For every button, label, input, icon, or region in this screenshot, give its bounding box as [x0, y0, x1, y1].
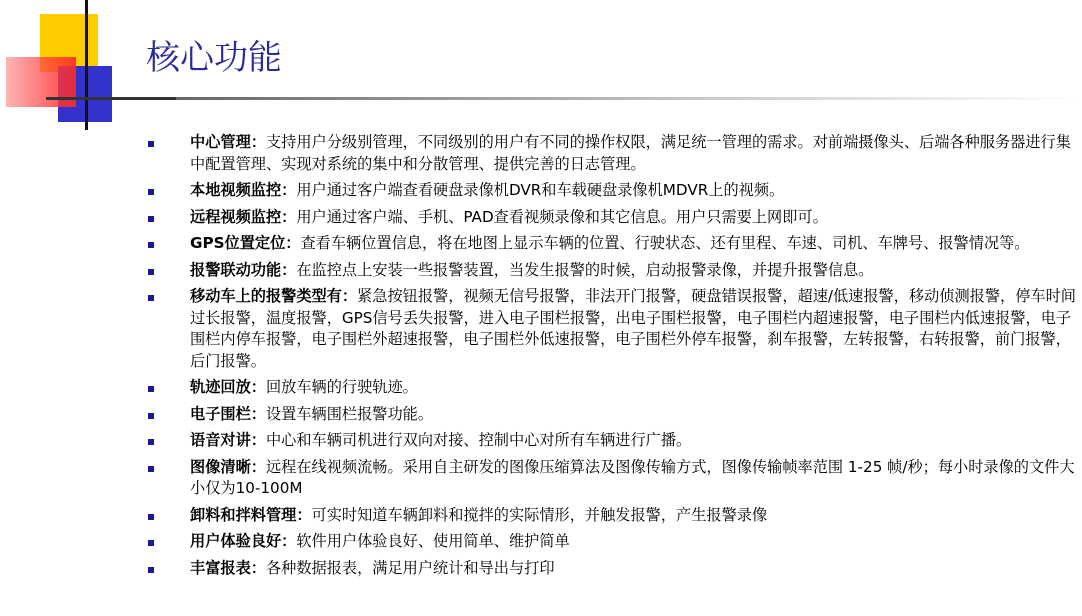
- page-title: 核心功能: [146, 38, 282, 78]
- feature-item: [148, 505, 1078, 527]
- feature-item: [148, 286, 1078, 372]
- bullet-icon: [148, 141, 154, 147]
- title-underline: [176, 97, 1082, 100]
- feature-description: 设置车辆围栏报警功能。: [265, 404, 433, 423]
- decor-vertical-line: [85, 0, 88, 130]
- feature-term: 移动车上的报警类型有：: [190, 287, 358, 305]
- feature-term: 图像清晰：: [190, 457, 266, 476]
- feature-item: [148, 404, 1078, 426]
- bullet-icon: [148, 269, 154, 275]
- feature-description: 软件用户体验良好、使用简单、维护简单: [296, 532, 570, 550]
- feature-description: 支持用户分级别管理，不同级别的用户有不同的操作权限，满足统一管理的需求。对前端摄像头、后端各种服务器进行集中配置管理、实现对系统的集中和分散管理、提供完善的日志管理。: [190, 133, 1071, 173]
- feature-item: [148, 558, 1078, 580]
- bullet-icon: [148, 386, 154, 392]
- feature-item: [148, 531, 1078, 553]
- bullet-icon: [148, 216, 154, 222]
- feature-description: 回放车辆的行驶轨迹。: [265, 378, 418, 396]
- feature-term: 卸料和拌料管理：: [190, 505, 312, 524]
- feature-item: [148, 430, 1078, 452]
- feature-item: [148, 377, 1078, 399]
- feature-description: 查看车辆位置信息，将在地图上显示车辆的位置、行驶状态、还有里程、车速、司机、车牌号、报警情况等。: [300, 234, 1030, 252]
- feature-description: 在监控点上安装一些报警装置，当发生报警的时候，启动报警录像，并提升报警信息。: [296, 260, 874, 279]
- feature-item: [148, 233, 1078, 255]
- feature-description: 紧急按钮报警，视频无信号报警，非法开门报警，硬盘错误报警，超速/低速报警，移动侦测报警，停车时间过长报警，温度报警，GPS信号丢失报警，进入电子围栏报警，出电子围栏报警，电子围栏内超速报警，电子围栏内低速报警，电子围栏内停车报警，电子围栏外超速报警，电子围栏外低速报警，电子围栏外停车报警，刹车报警，左转报警，右转报警，前门报警，后门报警。: [190, 287, 1076, 370]
- bullet-icon: [148, 567, 154, 573]
- feature-term: GPS位置定位：: [190, 234, 301, 252]
- feature-item: [148, 180, 1078, 202]
- bullet-icon: [148, 242, 154, 248]
- feature-item: [148, 207, 1078, 229]
- feature-term: 轨迹回放：: [190, 378, 266, 396]
- bullet-icon: [148, 413, 154, 419]
- feature-description: 中心和车辆司机进行双向对接、控制中心对所有车辆进行广播。: [265, 431, 692, 449]
- feature-term: 本地视频监控：: [190, 181, 297, 199]
- feature-term: 远程视频监控：: [190, 207, 297, 226]
- feature-term: 电子围栏：: [190, 404, 266, 423]
- bullet-icon: [148, 466, 154, 472]
- decor-horizontal-line: [46, 97, 176, 100]
- bullet-icon: [148, 295, 154, 301]
- feature-description: 可实时知道车辆卸料和搅拌的实际情形，并触发报警，产生报警录像: [311, 505, 768, 524]
- feature-item: [148, 457, 1078, 500]
- feature-term: 中心管理：: [190, 133, 266, 151]
- feature-description: 各种数据报表，满足用户统计和导出与打印: [265, 558, 555, 577]
- feature-description: 用户通过客户端、手机、PAD查看视频录像和其它信息。用户只需要上网即可。: [296, 207, 828, 226]
- feature-list: [148, 132, 1078, 584]
- feature-description: 用户通过客户端查看硬盘录像机DVR和车载硬盘录像机MDVR上的视频。: [296, 181, 785, 199]
- bullet-icon: [148, 540, 154, 546]
- feature-term: 丰富报表：: [190, 558, 266, 577]
- feature-item: [148, 132, 1078, 175]
- feature-item: [148, 260, 1078, 282]
- feature-term: 语音对讲：: [190, 431, 266, 449]
- feature-term: 报警联动功能：: [190, 260, 297, 279]
- bullet-icon: [148, 439, 154, 445]
- bullet-icon: [148, 189, 154, 195]
- bullet-icon: [148, 514, 154, 520]
- feature-description: 远程在线视频流畅。采用自主研发的图像压缩算法及图像传输方式，图像传输帧率范围 1-25 帧/秒；每小时录像的文件大小仅为10-100M: [190, 457, 1075, 497]
- feature-term: 用户体验良好：: [190, 532, 297, 550]
